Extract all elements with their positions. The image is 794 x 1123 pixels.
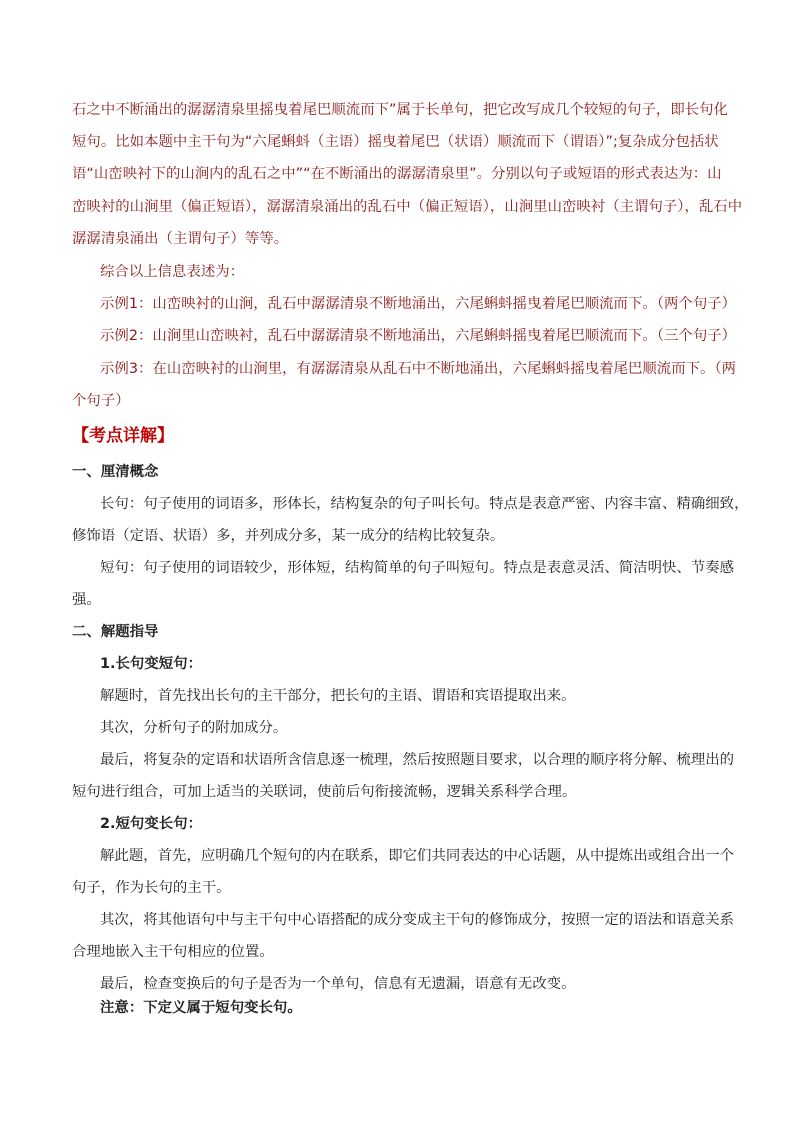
example-1: 示例1：山峦映衬的山涧，乱石中潺潺清泉不断地涌出，六尾蝌蚪摇曳着尾巴顺流而下。（两个句子） (100, 296, 737, 312)
long-sentence-def-line-2: 修饰语（定语、状语）多，并列成分多，某一成分的结构比较复杂。 (72, 528, 505, 544)
sub-1-step-3-line-1: 最后，将复杂的定语和状语所含信息逐一梳理，然后按照题目要求，以合理的顺序将分解、梳理出的 (100, 752, 735, 768)
kaodian-heading: 【考点详解】 (72, 426, 174, 446)
sub-2-step-2-line-2: 合理地嵌入主干句相应的位置。 (72, 944, 274, 960)
intro-line-3: 语“山峦映衬下的山涧内的乱石之中”“在不断涌出的潺潺清泉里”。分别以句子或短语的形式表达为：山 (72, 166, 722, 182)
summary-line: 综合以上信息表述为： (100, 264, 245, 280)
sub-1-step-2: 其次，分析句子的附加成分。 (100, 720, 288, 736)
example-3-line-2: 个句子） (72, 393, 130, 409)
long-sentence-def-line-1: 长句：句子使用的词语多，形体长，结构复杂的句子叫长句。特点是表意严密、内容丰富、精确细致， (100, 496, 749, 512)
intro-line-5: 潺潺清泉涌出（主谓句子）等等。 (72, 231, 289, 247)
sub-1-title: 1.长句变短句： (100, 656, 202, 672)
sub-1-step-3-line-2: 短句进行组合，可加上适当的关联词，使前后句衔接流畅，逻辑关系科学合理。 (72, 784, 577, 800)
intro-line-2: 短句。比如本题中主干句为“六尾蝌蚪（主语）摇曳着尾巴（状语）顺流而下（谓语）”;复杂成分包括状 (72, 134, 719, 150)
intro-line-4: 峦映衬的山涧里（偏正短语），潺潺清泉涌出的乱石中（偏正短语），山涧里山峦映衬（主谓句子），乱石中 (72, 199, 743, 215)
section-1-heading: 一、厘清概念 (72, 464, 159, 480)
intro-line-1: 石之中不断涌出的潺潺清泉里摇曳着尾巴顺流而下”属于长单句，把它改写成几个较短的句子，即长句化 (72, 102, 728, 118)
sub-1-step-1: 解题时，首先找出长句的主干部分，把长句的主语、谓语和宾语提取出来。 (100, 688, 576, 704)
section-2-heading: 二、解题指导 (72, 624, 159, 640)
sub-2-title: 2.短句变长句： (100, 816, 202, 832)
sub-2-step-3: 最后，检查变换后的句子是否为一个单句，信息有无遗漏，语意有无改变。 (100, 976, 576, 992)
short-sentence-def-line-2: 强。 (72, 592, 101, 608)
example-3-line-1: 示例3：在山峦映衬的山涧里，有潺潺清泉从乱石中不断地涌出，六尾蝌蚪摇曳着尾巴顺流而下。（两 (100, 361, 737, 377)
sub-2-step-2-line-1: 其次，将其他语句中与主干句中心语搭配的成分变成主干句的修饰成分，按照一定的语法和语意关系 (100, 912, 735, 928)
sub-2-step-1-line-1: 解此题，首先，应明确几个短句的内在联系，即它们共同表达的中心话题，从中提炼出或组合出一个 (100, 848, 735, 864)
sub-2-step-1-line-2: 句子，作为长句的主干。 (72, 880, 231, 896)
short-sentence-def-line-1: 短句：句子使用的词语较少，形体短，结构简单的句子叫短句。特点是表意灵活、简洁明快、节奏感 (100, 560, 735, 576)
note-line: 注意：下定义属于短句变长句。 (100, 1000, 302, 1016)
example-2: 示例2：山涧里山峦映衬，乱石中潺潺清泉不断地涌出，六尾蝌蚪摇曳着尾巴顺流而下。（三个句子） (100, 328, 737, 344)
